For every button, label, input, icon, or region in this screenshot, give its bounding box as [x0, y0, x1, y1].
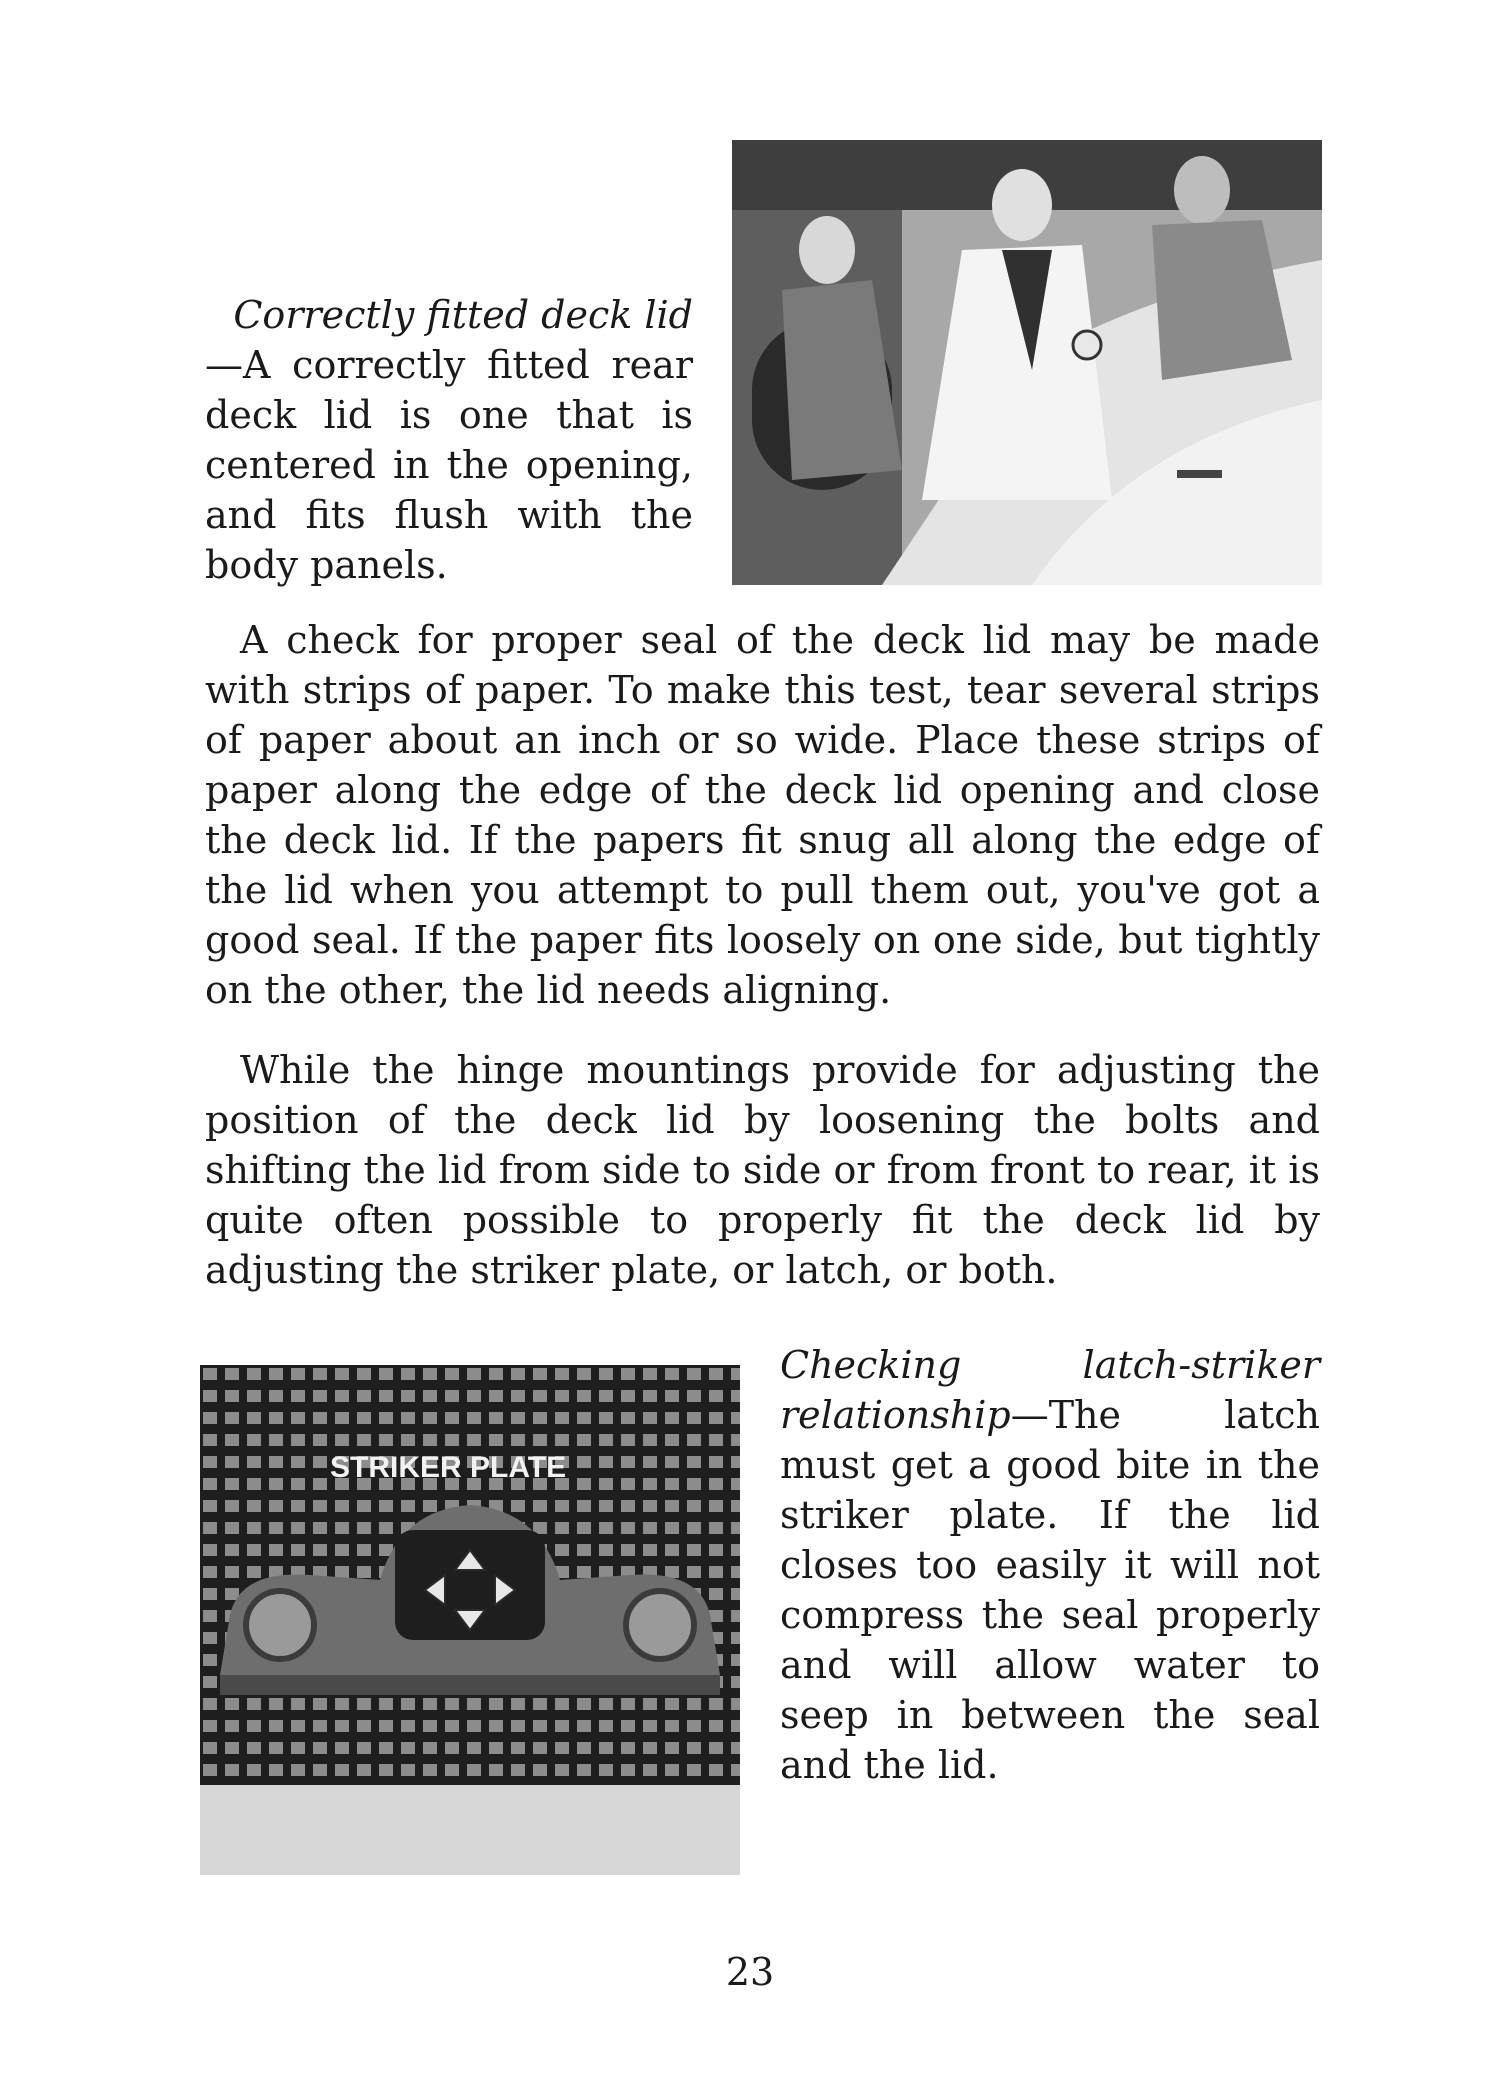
caption-deck-lid-text: —A correctly fitted rear deck lid is one that is centered in the opening, and fits flush with the body panels. — [205, 343, 693, 587]
caption-latch-striker-lead: Checking latch-striker relationship — [780, 1343, 1320, 1437]
caption-deck-lid-lead: Correctly fitted deck lid — [233, 293, 693, 337]
paragraph-hinge-adjustment: While the hinge mountings provide for adjusting the position of the deck lid by loosening the bolts and shifting the lid from side to side or from front to rear, it is quite often possible to properly fit the deck lid by adjusting the striker plate, or latch, or both. — [205, 1048, 1320, 1292]
paragraph-paper-seal-check: A check for proper seal of the deck lid may be made with strips of paper. To make this test, tear several strips of paper about an inch or so wide. Place these strips of paper along the edge of the deck lid opening and close the deck lid. If the papers fit snug all along the edge of the lid when you attempt to pull them out, you've got a good seal. If the paper fits loosely on one side, but tightly on the other, the lid needs aligning. — [205, 618, 1320, 1012]
page-number: 23 — [725, 1950, 775, 1994]
caption-deck-lid — [205, 290, 693, 590]
striker-plate-illustration — [200, 1365, 740, 1875]
caption-latch-striker — [780, 1340, 1320, 1790]
striker-plate-label: STRIKER PLATE — [330, 1451, 567, 1484]
photo-striker-plate — [200, 1365, 740, 1875]
photo-mechanics-illustration — [732, 140, 1322, 585]
photo-mechanics-fitting-deck-lid — [732, 140, 1322, 585]
caption-latch-striker-text: —The latch must get a good bite in the striker plate. If the lid closes too easily it will not compress the seal properly and will allow water to seep in between the seal and the lid. — [780, 1393, 1320, 1787]
